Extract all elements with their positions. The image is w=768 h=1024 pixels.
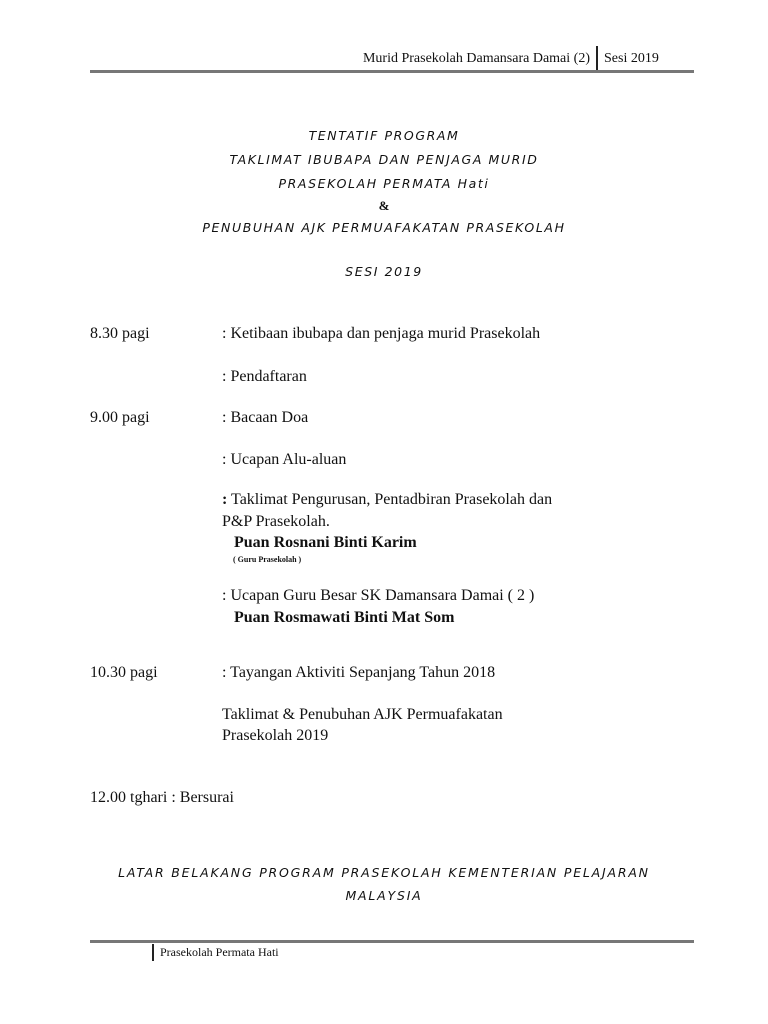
footer-text: Prasekolah Permata Hati: [160, 945, 279, 959]
item-tayangan-aktiviti: : Tayangan Aktiviti Sepanjang Tahun 2018: [222, 664, 496, 681]
item-taklimat-colon: :: [222, 491, 228, 508]
item-ucapan-guru-besar: : Ucapan Guru Besar SK Damansara Damai ( 2 ): [222, 587, 535, 604]
header-separator: [596, 46, 598, 70]
time-1030: 10.30 pagi: [90, 664, 158, 681]
time-0830: 8.30 pagi: [90, 325, 150, 342]
title-line-1: TENTATIF PROGRAM: [308, 128, 460, 143]
title-session: SESI 2019: [345, 264, 423, 279]
footer-separator: [152, 944, 154, 961]
item-penubuhan-ajk-line-2: Prasekolah 2019: [222, 727, 329, 744]
background-heading-line-1: LATAR BELAKANG PROGRAM PRASEKOLAH KEMENTERIAN PELAJARAN: [118, 865, 650, 880]
title-line-2: TAKLIMAT IBUBAPA DAN PENJAGA MURID: [229, 152, 539, 167]
item-taklimat-text: Taklimat Pengurusan, Pentadbiran Prasekolah dan: [227, 491, 553, 508]
speaker-rosnani: Puan Rosnani Binti Karim: [234, 534, 417, 551]
time-1200-bersurai: 12.00 tghari : Bersurai: [90, 789, 234, 806]
footer-rule: [90, 940, 694, 943]
speaker-rosmawati: Puan Rosmawati Binti Mat Som: [234, 609, 455, 626]
item-taklimat-line-2: P&P Prasekolah.: [222, 513, 330, 530]
background-heading-line-2: MALAYSIA: [345, 888, 423, 903]
item-taklimat-pengurusan: [222, 491, 552, 509]
header-rule: [90, 70, 694, 73]
item-ucapan-alu-aluan: : Ucapan Alu-aluan: [222, 451, 347, 468]
item-ketibaan: : Ketibaan ibubapa dan penjaga murid Prasekolah: [222, 325, 541, 342]
title-ampersand: &: [378, 198, 390, 213]
title-line-3: PRASEKOLAH PERMATA Hati: [278, 176, 490, 191]
item-bacaan-doa: : Bacaan Doa: [222, 409, 309, 426]
item-penubuhan-ajk-line-1: Taklimat & Penubuhan AJK Permuafakatan: [222, 706, 503, 723]
title-line-4: PENUBUHAN AJK PERMUAFAKATAN PRASEKOLAH: [202, 220, 566, 235]
time-0900: 9.00 pagi: [90, 409, 150, 426]
item-pendaftaran: : Pendaftaran: [222, 368, 307, 385]
speaker-rosnani-role: ( Guru Prasekolah ): [233, 555, 302, 564]
header-session: Sesi 2019: [604, 51, 659, 66]
header-school-name: Murid Prasekolah Damansara Damai (2): [362, 51, 590, 66]
